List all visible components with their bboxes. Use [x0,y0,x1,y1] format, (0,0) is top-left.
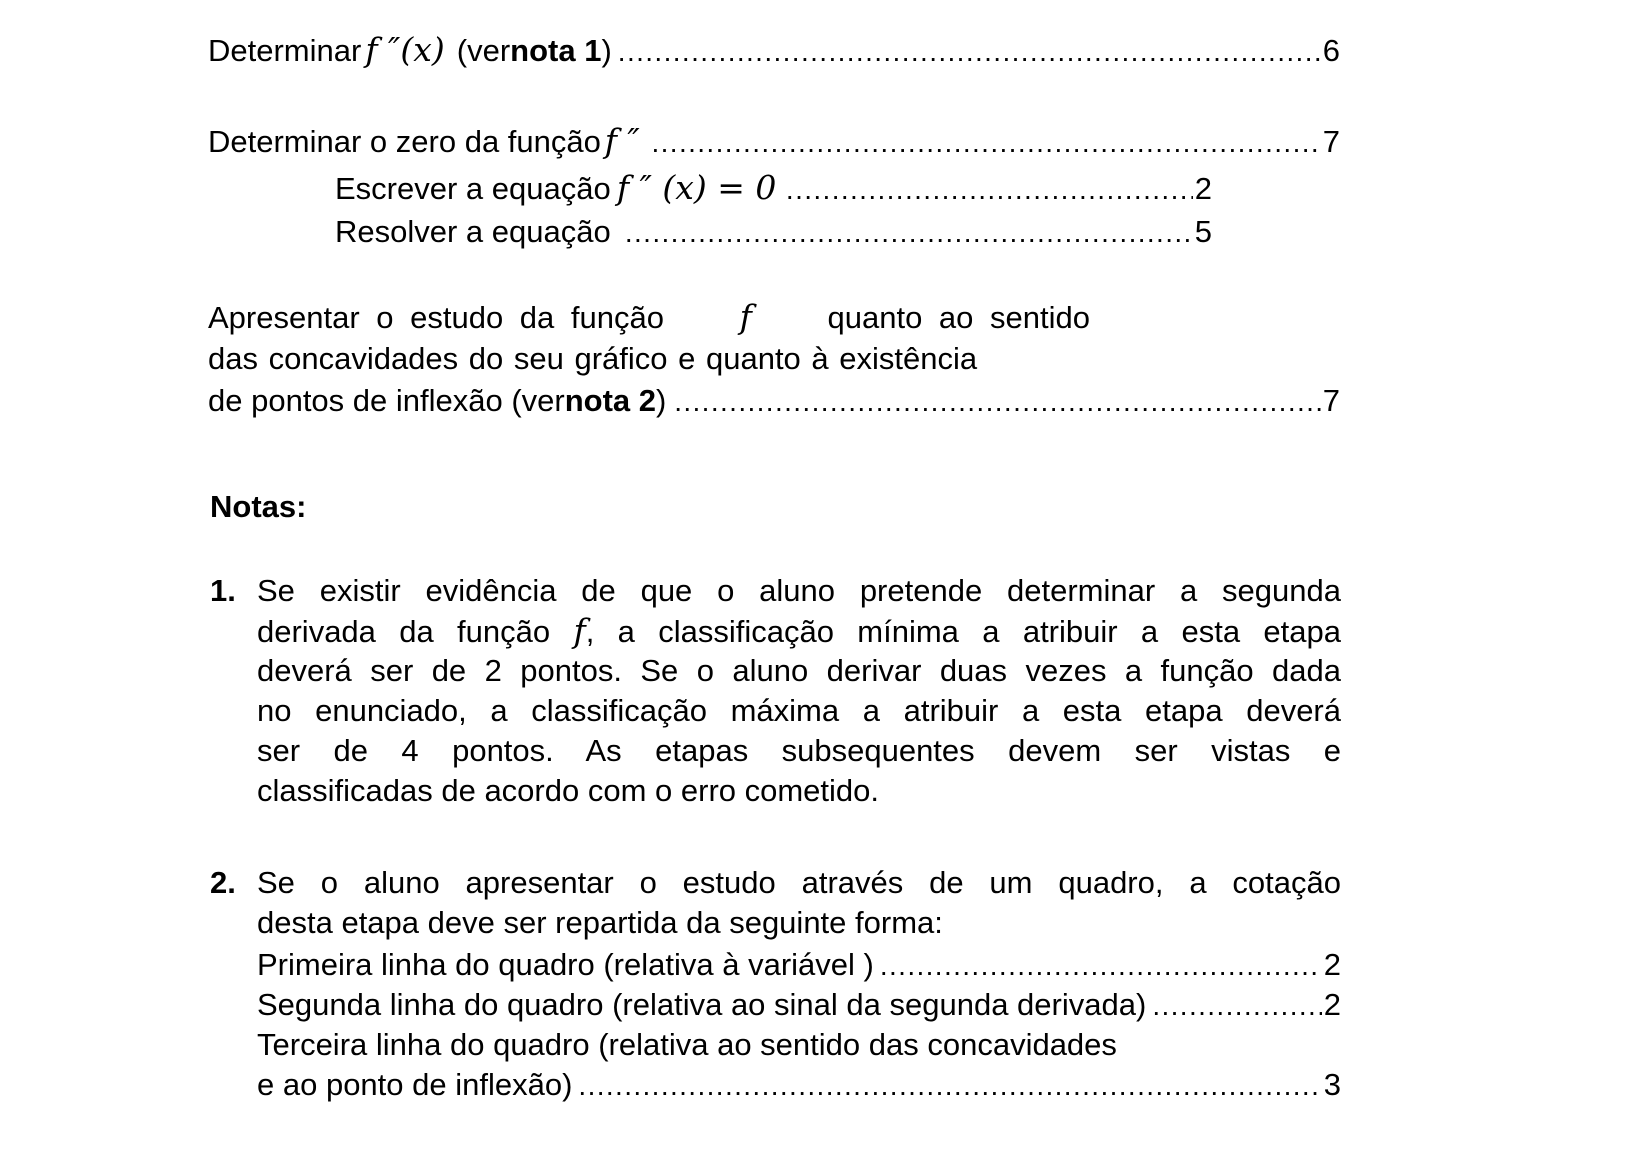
math-expression: f ″ (x) = 0 [616,168,777,207]
note-ref-suffix: ) [656,383,667,418]
criterion-second-derivative [208,30,1340,70]
dot-leader [786,169,1193,210]
note-line-with-math [257,611,1341,651]
row-text: Terceira linha do quadro (relativa ao sentido das concavidades [257,1027,1117,1062]
subcriterion-write-equation [335,168,1212,208]
note-line: desta etapa deve ser repartida da seguinte forma: [257,905,943,940]
note-ref-suffix: ) [601,33,612,68]
notes-heading [210,487,306,527]
table-row-first-line [257,945,1341,985]
note-number: 1. [210,573,236,608]
note-line: Se existir evidência de que o aluno pretende determinar a segunda [257,573,1341,608]
dot-leader [1152,985,1321,1026]
criterion-zero-second-derivative [208,121,1340,161]
note-2-paragraph [257,863,1341,943]
points-value: 2 [1323,987,1341,1022]
note-1-paragraph [257,571,1341,811]
points-value: 5 [1194,214,1212,249]
points-value: 7 [1322,124,1341,159]
points-value: 7 [1322,383,1340,418]
criterion-text: das concavidades do seu gráfico e quanto à existência [208,341,978,376]
note-line: classificadas de acordo com o erro cometido. [257,773,880,808]
table-row-second-line [257,985,1341,1025]
criterion-text: Apresentar o estudo da função [208,300,664,335]
math-expression: f [573,611,586,650]
note-text-cont: , a classificação mínima a atribuir a esta etapa [585,614,1341,649]
points-value: 2 [1194,171,1212,206]
note-number: 2. [210,865,236,900]
table-row-third-line-a [257,1025,1117,1065]
dot-leader [674,381,1321,422]
criterion-text: Determinar [208,33,362,68]
dot-leader [578,1065,1321,1106]
row-text: Segunda linha do quadro (relativa ao sinal da segunda derivada) [257,987,1147,1022]
note-line: no enunciado, a classificação máxima a atribuir a esta etapa deverá [257,693,1341,728]
note-ref-bold: nota 2 [564,383,657,418]
note-text: derivada da função [257,614,551,649]
criterion-concavity-line2 [208,339,1090,379]
subcriterion-text: Resolver a equação [335,214,611,249]
math-expression: f ″(x) [365,30,445,69]
criterion-concavity-line1 [208,297,1090,337]
dot-leader [618,31,1321,72]
criterion-text: Determinar o zero da função [208,124,601,159]
note-line: Se o aluno apresentar o estudo através de um quadro, a cotação [257,865,1341,900]
dot-leader [625,212,1193,253]
criterion-text: de pontos de inflexão [208,383,503,418]
points-value: 6 [1322,33,1341,68]
math-expression: f [739,297,752,336]
criterion-text-cont: quanto ao sentido [827,300,1090,335]
row-text: e ao ponto de inflexão) [257,1067,573,1102]
points-value: 3 [1323,1067,1341,1102]
points-value: 2 [1323,947,1341,982]
math-expression: f ″ [604,121,640,160]
dot-leader [880,945,1322,986]
row-text: Primeira linha do quadro (relativa à variável ) [257,947,874,982]
note-line: deverá ser de 2 pontos. Se o aluno derivar duas vezes a função dada [257,653,1341,688]
note-ref-prefix: (ver [456,33,511,68]
dot-leader [651,122,1320,163]
table-row-third-line-b [257,1065,1341,1105]
subcriterion-solve-equation [335,212,1212,252]
subcriterion-text: Escrever a equação [335,171,611,206]
note-ref-prefix: (ver [511,383,565,418]
note-line: ser de 4 pontos. As etapas subsequentes devem ser vistas e [257,733,1341,768]
criterion-concavity-line3 [208,381,1340,421]
notes-heading-text: Notas: [210,489,307,524]
note-ref-bold: nota 1 [510,33,602,68]
